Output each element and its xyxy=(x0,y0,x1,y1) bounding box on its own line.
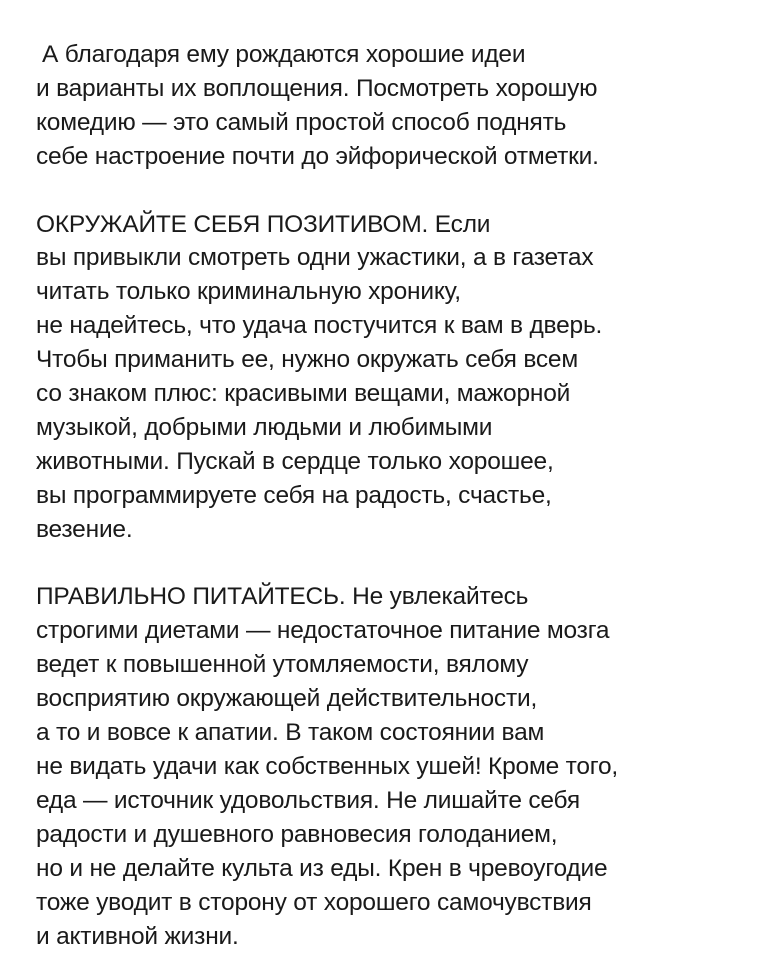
text-line: восприятию окружающей действительности, xyxy=(36,685,538,713)
text-line: но и не делайте культа из еды. Крен в чревоугодие xyxy=(36,854,608,882)
text-line: и варианты их воплощения. Посмотреть хорошую xyxy=(36,74,598,102)
paragraph-nutrition xyxy=(36,580,736,953)
text-line: комедию — это самый простой способ поднять xyxy=(36,108,567,136)
text-line: везение. xyxy=(36,515,133,543)
text-line: А благодаря ему рождаются хорошие идеи xyxy=(42,41,526,68)
text-line: со знаком плюс: красивыми вещами, мажорной xyxy=(36,380,571,408)
text-line: не надейтесь, что удача постучится к вам в дверь. xyxy=(36,312,603,340)
text-line: радости и душевного равновесия голоданием, xyxy=(36,820,558,848)
text-line: Чтобы приманить ее, нужно окружать себя всем xyxy=(36,346,578,374)
text-line: строгими диетами — недостаточное питание мозга xyxy=(36,617,610,645)
text-line: не видать удачи как собственных ушей! Кроме того, xyxy=(36,753,619,780)
text-line: вы программируете себя на радость, счастье, xyxy=(36,481,552,509)
text-line: музыкой, добрыми людьми и любимыми xyxy=(36,413,493,441)
paragraph-positive xyxy=(36,208,736,547)
paragraph-intro xyxy=(36,38,736,174)
text-line: вы привыкли смотреть одни ужастики, а в газетах xyxy=(36,244,594,272)
text-line: еда — источник удовольствия. Не лишайте себя xyxy=(36,786,580,814)
text-line: животными. Пускай в сердце только хорошее, xyxy=(36,447,554,475)
article-text xyxy=(36,38,736,953)
text-line: а то и вовсе к апатии. В таком состоянии вам xyxy=(36,719,545,747)
text-line: себе настроение почти до эйфорической отметки. xyxy=(36,142,599,170)
text-line: тоже уводит в сторону от хорошего самочувствия xyxy=(36,888,592,916)
text-line: ведет к повышенной утомляемости, вялому xyxy=(36,651,529,679)
text-line: и активной жизни. xyxy=(36,922,239,950)
text-line: ПРАВИЛЬНО ПИТАЙТЕСЬ. Не увлекайтесь xyxy=(36,583,529,611)
text-line: читать только криминальную хронику, xyxy=(36,278,461,306)
text-line: ОКРУЖАЙТЕ СЕБЯ ПОЗИТИВОМ. Если xyxy=(36,210,491,238)
